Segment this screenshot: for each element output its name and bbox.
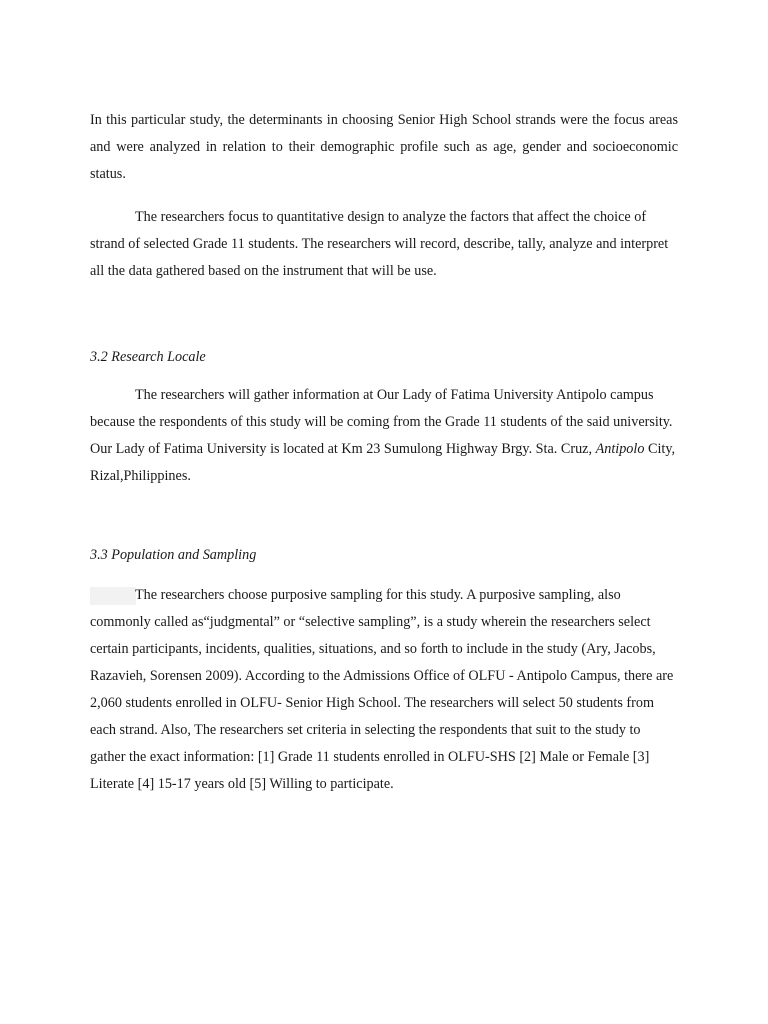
- research-locale-heading: 3.2 Research Locale: [90, 349, 206, 365]
- population-sampling-heading: 3.3 Population and Sampling: [90, 547, 257, 563]
- method-paragraph: The researchers focus to quantitative design to analyze the factors that affect the choice of strand of selected Grade 11 students. The researchers will record, describe, tally, analyze and interpret all the data gathered based on the instrument that will be use.: [90, 209, 669, 279]
- locale-text-after: City, Rizal,Philippines.: [90, 441, 676, 484]
- intro-paragraph: In this particular study, the determinants in choosing Senior High School strands were the focus areas and were analyzed in relation to their demographic profile such as age, gender and socioeconomic status.: [90, 112, 678, 182]
- population-sampling-paragraph: The researchers choose purposive sampling for this study. A purposive sampling, also commonly called as“judgmental” or “selective sampling”, is a study wherein the researchers select certain participants, incidents, qualities, situations, and so forth to include in the study (Ary, Jacobs, Razavieh, Sorensen 2009). According to the Admissions Office of OLFU - Antipolo Campus, there are 2,060 students enrolled in OLFU- Senior High School. The researchers will select 50 students from each strand. Also, The researchers set criteria in selecting the respondents that suit to the study to gather the exact information: [1] Grade 11 students enrolled in OLFU-SHS [2] Male or Female [3] Literate [4] 15-17 years old [5] Willing to participate.: [90, 587, 674, 792]
- research-locale-paragraph: [90, 382, 678, 490]
- locale-text-italic: Antipolo: [595, 441, 645, 457]
- locale-text-before: The researchers will gather information at Our Lady of Fatima University Antipolo campus because the respondents of this study will be coming from the Grade 11 students of the said university. Our Lady of Fatima University is located at Km 23 Sumulong Highway Brgy. Sta. Cruz,: [90, 387, 673, 457]
